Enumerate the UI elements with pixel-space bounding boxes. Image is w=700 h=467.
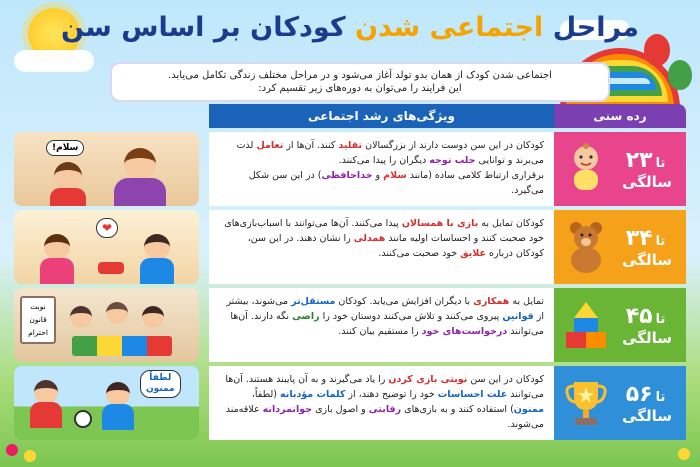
mother-figure [124,148,156,180]
boy-figure [144,234,170,260]
age-range: ۵ تا۶ [625,381,666,407]
mother-child-scene [14,132,199,206]
features-cell: کودکان تمایل به بازی با همسالان پیدا می‌کنند. آن‌ها می‌توانند با اسباب‌بازی‌های خود صحبت کنند و احساسات اولیه مانند همدلی را نشان دهند. در این سن، کودکان درباره علایق خود صحبت می‌کنند. [209,210,554,284]
age-unit: سالگی [622,406,672,425]
age-range: ۳ تا۴ [625,225,666,251]
title-part2: اجتماعی شدن [354,12,544,43]
title-part1: مراحل [552,12,640,43]
child-figure [142,306,164,328]
speech-bubble: سلام! [46,140,84,156]
illustration-column-header [14,104,209,128]
age-cell [554,366,686,440]
age-unit: سالگی [622,328,672,347]
intro-box [110,62,610,102]
boy-body [140,258,174,284]
trophy-icon [562,376,610,430]
features-cell: تمایل به همکاری با دیگران افزایش می‌یابد. کودکان مستقل‌تر می‌شوند، بیشتر از قوانین پیروی می‌کنند و تلاش می‌کنند دوستان خود را راضی نگه دارند. آن‌ها می‌توانند درخواست‌های خود را مستقیم بیان کنند. [209,288,554,362]
boy-body [30,402,62,428]
age-label [622,304,672,347]
age-cell [554,288,686,362]
blocks-icon [562,298,610,352]
age-label [622,148,672,191]
girl-figure [44,234,70,260]
age-unit: سالگی [622,172,672,191]
toy-car-icon [98,262,124,274]
soccer-ball-icon [74,410,92,428]
intro-line2: این فرایند را می‌توان به دوره‌های زیر تقسیم کرد: [258,83,462,94]
sign-line: احترام [28,328,48,337]
mother-body [114,178,166,206]
age-label [622,226,672,269]
child-figure [106,302,128,324]
features-cell: کودکان در این سن نوبتی بازی کردن را یاد می‌گیرند و به آن پایبند هستند. آن‌ها می‌توانند علت احساسات خود را توضیح دهند، از کلمات مؤدبانه (لطفاً، ممنون) استفاده کنند و به بازی‌های رقابتی و اصول بازی جوانمردانه علاقه‌مند می‌شوند. [209,366,554,440]
age-label [622,382,672,425]
sign-line: قانون [29,315,47,324]
stages-table [14,104,686,460]
features-cell: کودکان در این سن دوست دارند از بزرگسالان تقلید کنند. آن‌ها از تعامل لذت می‌برند و توانایی جلب توجه دیگران را پیدا می‌کنند. برقراری ارتباط کلامی ساده (مانند سلام و خداحافظی) در این سن شکل می‌گیرد. [209,132,554,206]
title-part3: کودکان بر اساس سن [60,12,346,43]
age-cell [554,132,686,206]
table-header [14,104,686,128]
table-row [14,132,686,206]
boy-figure [34,380,58,404]
age-unit: سالگی [622,250,672,269]
page-title [0,12,700,43]
table-row [14,288,686,362]
flower-icon [678,448,690,460]
cloud-illustration [14,50,94,72]
intro-line1: اجتماعی شدن کودک از همان بدو تولد آغاز می‌شود و در مراحل مختلف زندگی تکامل می‌یابد. [168,70,552,81]
table-row [14,366,686,440]
boy-figure [106,382,130,406]
flower-icon [24,450,36,462]
child-figure [70,306,92,328]
puzzle-icon [72,336,172,356]
soccer-scene [14,366,199,440]
child-body [50,188,86,206]
age-cell [554,210,686,284]
age-column-header: رده سنی [554,104,686,128]
polite-words-bubble: لطفاً ممنون [140,370,181,398]
rules-sign [20,296,56,344]
boy-body [102,404,134,430]
sign-line: نوبت [30,302,46,311]
features-column-header: ویژگی‌های رشد اجتماعی [209,104,554,128]
teddy-bear-icon [562,220,610,274]
table-row [14,210,686,284]
group-puzzle-scene [14,288,199,362]
balloon-green-illustration [668,60,692,90]
age-range: ۴ تا۵ [625,303,666,329]
girl-body [40,258,74,284]
child-figure [54,162,82,190]
age-range: ۲ تا۳ [625,147,666,173]
flower-icon [6,444,18,456]
children-playing-scene [14,210,199,284]
baby-icon [562,142,610,196]
heart-bubble: ❤ [96,218,118,238]
